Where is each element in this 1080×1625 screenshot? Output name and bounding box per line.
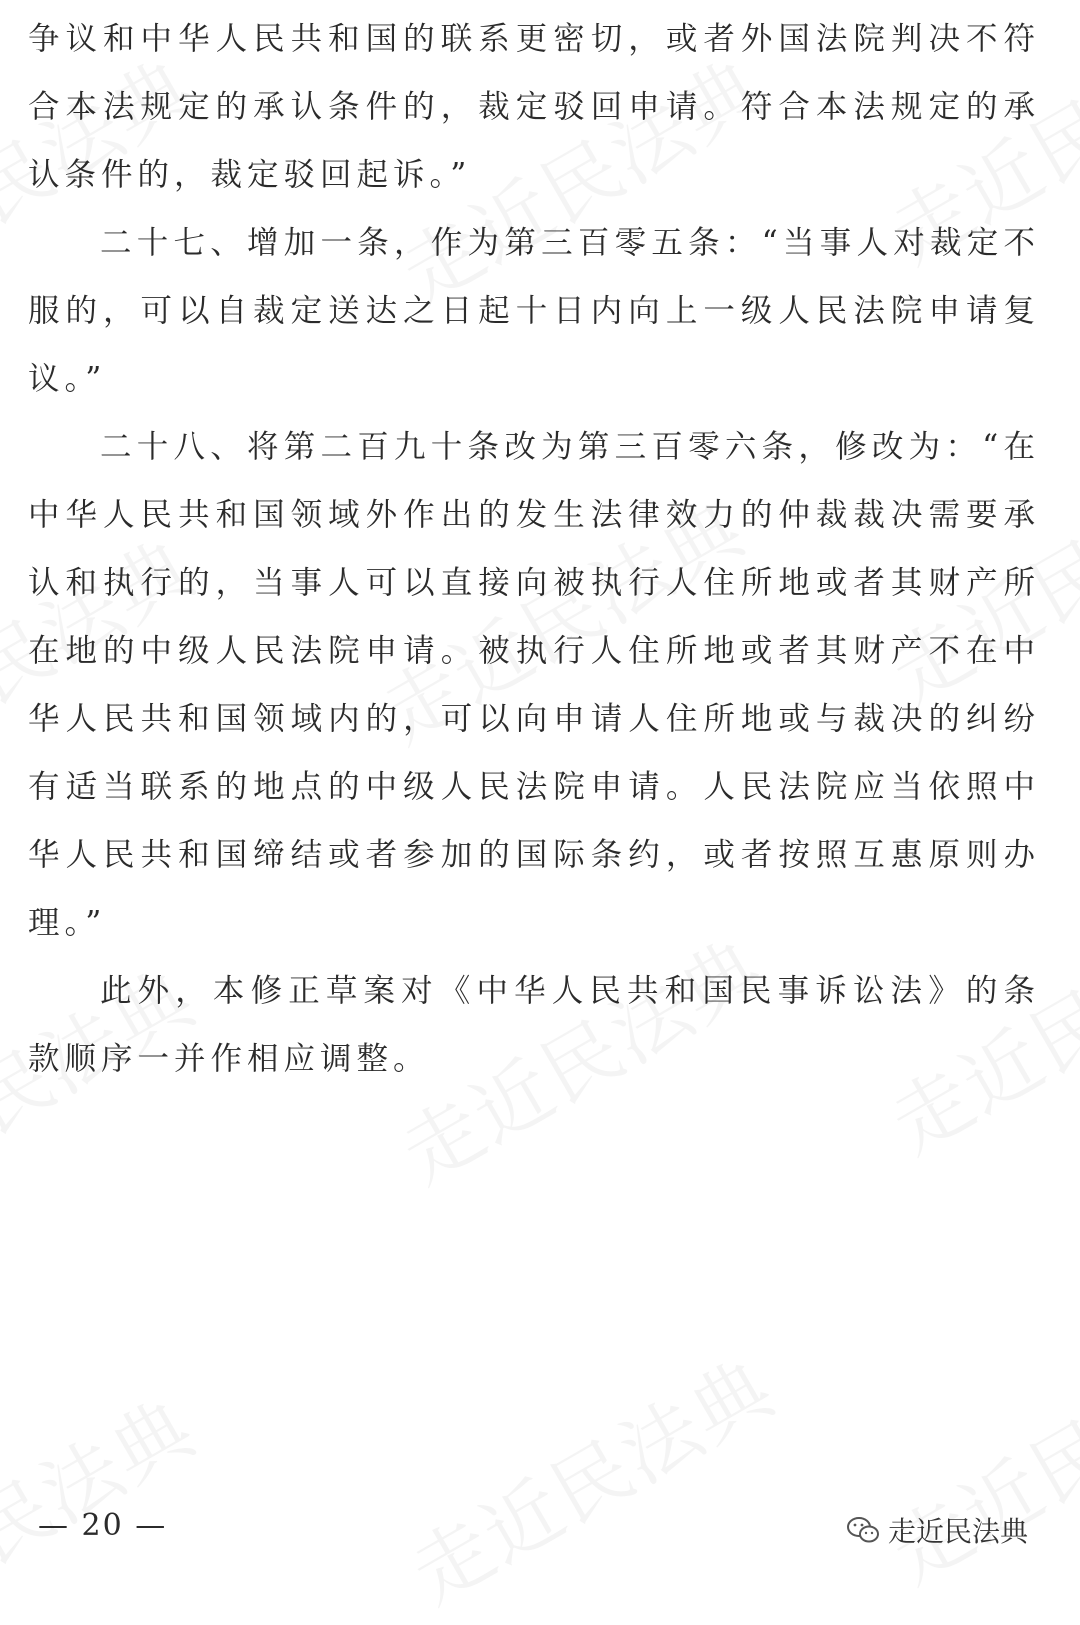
watermark xyxy=(0,1367,212,1584)
paragraph-article-28: 二十八、将第二百九十条改为第三百零六条，修改为：“在中华人民共和国领域外作出的发生法律效力的仲裁裁决需要承认和执行的，当事人可以直接向被执行人住所地或者其财产所在地的中级人民法院申请。被执行人住所地或者其财产不在中华人民共和国领域内的，可以向申请人住所地或与裁决的纠纷有适当联系的地点的中级人民法院申请。人民法院应当依照中华人民共和国缔结或者参加的国际条约，或者按照互惠原则办理。” xyxy=(28,429,1040,941)
brand-name: 走近民法典 xyxy=(887,1515,1028,1548)
watermark xyxy=(389,1327,791,1624)
document-body xyxy=(28,5,1040,1093)
page-number: — 20 — xyxy=(38,1508,168,1543)
watermark xyxy=(868,1387,1080,1604)
source-brand xyxy=(846,1510,1028,1550)
paragraph-article-27: 二十七、增加一条，作为第三百零五条：“当事人对裁定不服的，可以自裁定送达之日起十日内向上一级人民法院申请复议。” xyxy=(28,225,1040,397)
wechat-icon xyxy=(846,1515,880,1545)
paragraph-closing-note: 此外，本修正草案对《中华人民共和国民事诉讼法》的条款顺序一并作相应调整。 xyxy=(28,973,1040,1077)
paragraph-continuation: 争议和中华人民共和国的联系更密切，或者外国法院判决不符合本法规定的承认条件的，裁定驳回申请。符合本法规定的承认条件的，裁定驳回起诉。” xyxy=(28,21,1040,193)
